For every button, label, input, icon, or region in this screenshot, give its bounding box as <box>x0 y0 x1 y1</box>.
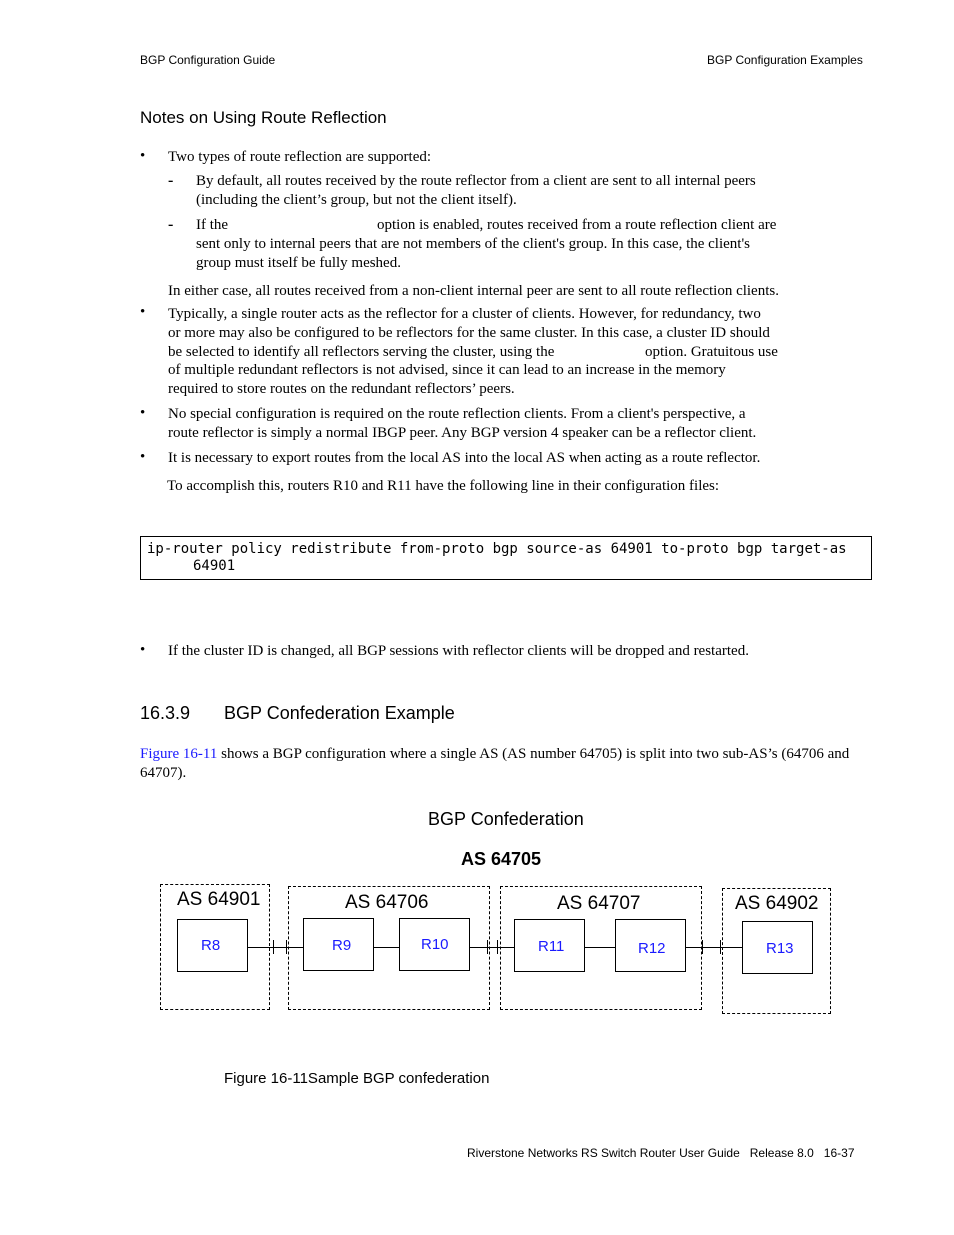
bullet-2-line-4: of multiple redundant reflectors is not advised, since it can lead to an increase in the memory <box>168 362 726 378</box>
dash-2-line-2: sent only to internal peers that are not members of the client's group. In this case, the client's <box>196 236 750 252</box>
code-line-2: 64901 <box>193 558 236 574</box>
figure-caption: Figure 16-11Sample BGP confederation <box>224 1070 490 1087</box>
link-tick <box>702 940 703 954</box>
bullet-1-text: Two types of route reflection are supported: <box>168 149 432 165</box>
as-label: AS 64901 <box>177 889 261 910</box>
notes-heading: Notes on Using Route Reflection <box>140 108 387 127</box>
bullet-3-line-2: route reflector is simply a normal IBGP peer. Any BGP version 4 speaker can be a reflector client. <box>168 425 757 441</box>
footer-text: Riverstone Networks RS Switch Router User Guide Release 8.0 16-37 <box>467 1146 855 1160</box>
bullet-2-line-1: Typically, a single router acts as the reflector for a cluster of clients. However, for redundancy, two <box>168 306 761 322</box>
paragraph-rest: shows a BGP configuration where a single AS (AS number 64705) is split into two sub-AS’s (64706 and <box>217 746 850 762</box>
dash-1-line-1: By default, all routes received by the route reflector from a client are sent to all internal peers <box>196 173 756 189</box>
code-line-1: ip-router policy redistribute from-proto bgp source-as 64901 to-proto bgp target-as <box>147 541 847 557</box>
dash-1-line-2: (including the client’s group, but not the client itself). <box>196 192 517 208</box>
section-paragraph-line-2: 64707). <box>140 765 187 781</box>
link-r8-r9 <box>248 947 303 948</box>
bullet-4-text: It is necessary to export routes from the local AS into the local AS when acting as a route reflector. <box>168 450 761 466</box>
code-block <box>140 536 872 580</box>
link-tick <box>273 940 274 954</box>
bullet-glyph: • <box>140 304 146 320</box>
link-r12-r13 <box>685 947 742 948</box>
link-r9-r10 <box>374 947 399 948</box>
as-label: AS 64706 <box>345 892 429 913</box>
bullet-5-text: If the cluster ID is changed, all BGP sessions with reflector clients will be dropped and restarted. <box>168 643 749 659</box>
bullet-2-line-5: required to store routes on the redundant reflectors’ peers. <box>168 381 515 397</box>
bullet-2-line-3b: option. Gratuitous use <box>645 344 778 360</box>
bullet-2-line-3a: be selected to identify all reflectors serving the cluster, using the <box>168 344 555 360</box>
router-label: R8 <box>201 937 221 954</box>
dash-2-line-3: group must itself be fully meshed. <box>196 255 401 271</box>
link-tick <box>487 940 488 954</box>
router-label: R13 <box>766 940 794 957</box>
link-tick <box>720 940 721 954</box>
link-r10-r11 <box>470 947 514 948</box>
router-label: R12 <box>638 940 666 957</box>
router-label: R10 <box>421 936 449 953</box>
as-main-label: AS 64705 <box>461 849 542 869</box>
bullet-3-line-1: No special configuration is required on the route reflection clients. From a client's perspective, a <box>168 406 746 422</box>
bullet-glyph: • <box>140 642 146 658</box>
link-tick <box>286 940 287 954</box>
section-number: 16.3.9 <box>140 703 191 723</box>
accomplish-text: To accomplish this, routers R10 and R11 have the following line in their configuration files: <box>167 478 720 494</box>
bullet-glyph: • <box>140 148 146 164</box>
figure-title: BGP Confederation <box>428 809 584 829</box>
header-right: BGP Configuration Examples <box>707 53 863 67</box>
header-left: BGP Configuration Guide <box>140 53 276 67</box>
bullet-2-line-2: or more may also be configured to be reflectors for the same cluster. In this case, a cluster ID should <box>168 325 770 341</box>
router-label: R9 <box>332 937 352 954</box>
figure-link[interactable]: Figure 16-11 <box>140 746 218 762</box>
as-label: AS 64707 <box>557 893 641 914</box>
dash-glyph: - <box>168 172 174 189</box>
either-case-text: In either case, all routes received from a non-client internal peer are sent to all route reflection clients. <box>168 283 779 299</box>
router-label: R11 <box>538 938 565 955</box>
link-r11-r12 <box>585 947 615 948</box>
dash-glyph: - <box>168 216 174 233</box>
as-label: AS 64902 <box>735 893 819 914</box>
bullet-glyph: • <box>140 449 146 465</box>
link-tick <box>497 940 498 954</box>
section-title: BGP Confederation Example <box>224 703 455 723</box>
dash-2-line-1b: option is enabled, routes received from a route reflection client are <box>377 217 777 233</box>
bullet-glyph: • <box>140 405 146 421</box>
dash-2-line-1a: If the <box>196 217 229 233</box>
section-paragraph-line-1 <box>140 745 849 764</box>
